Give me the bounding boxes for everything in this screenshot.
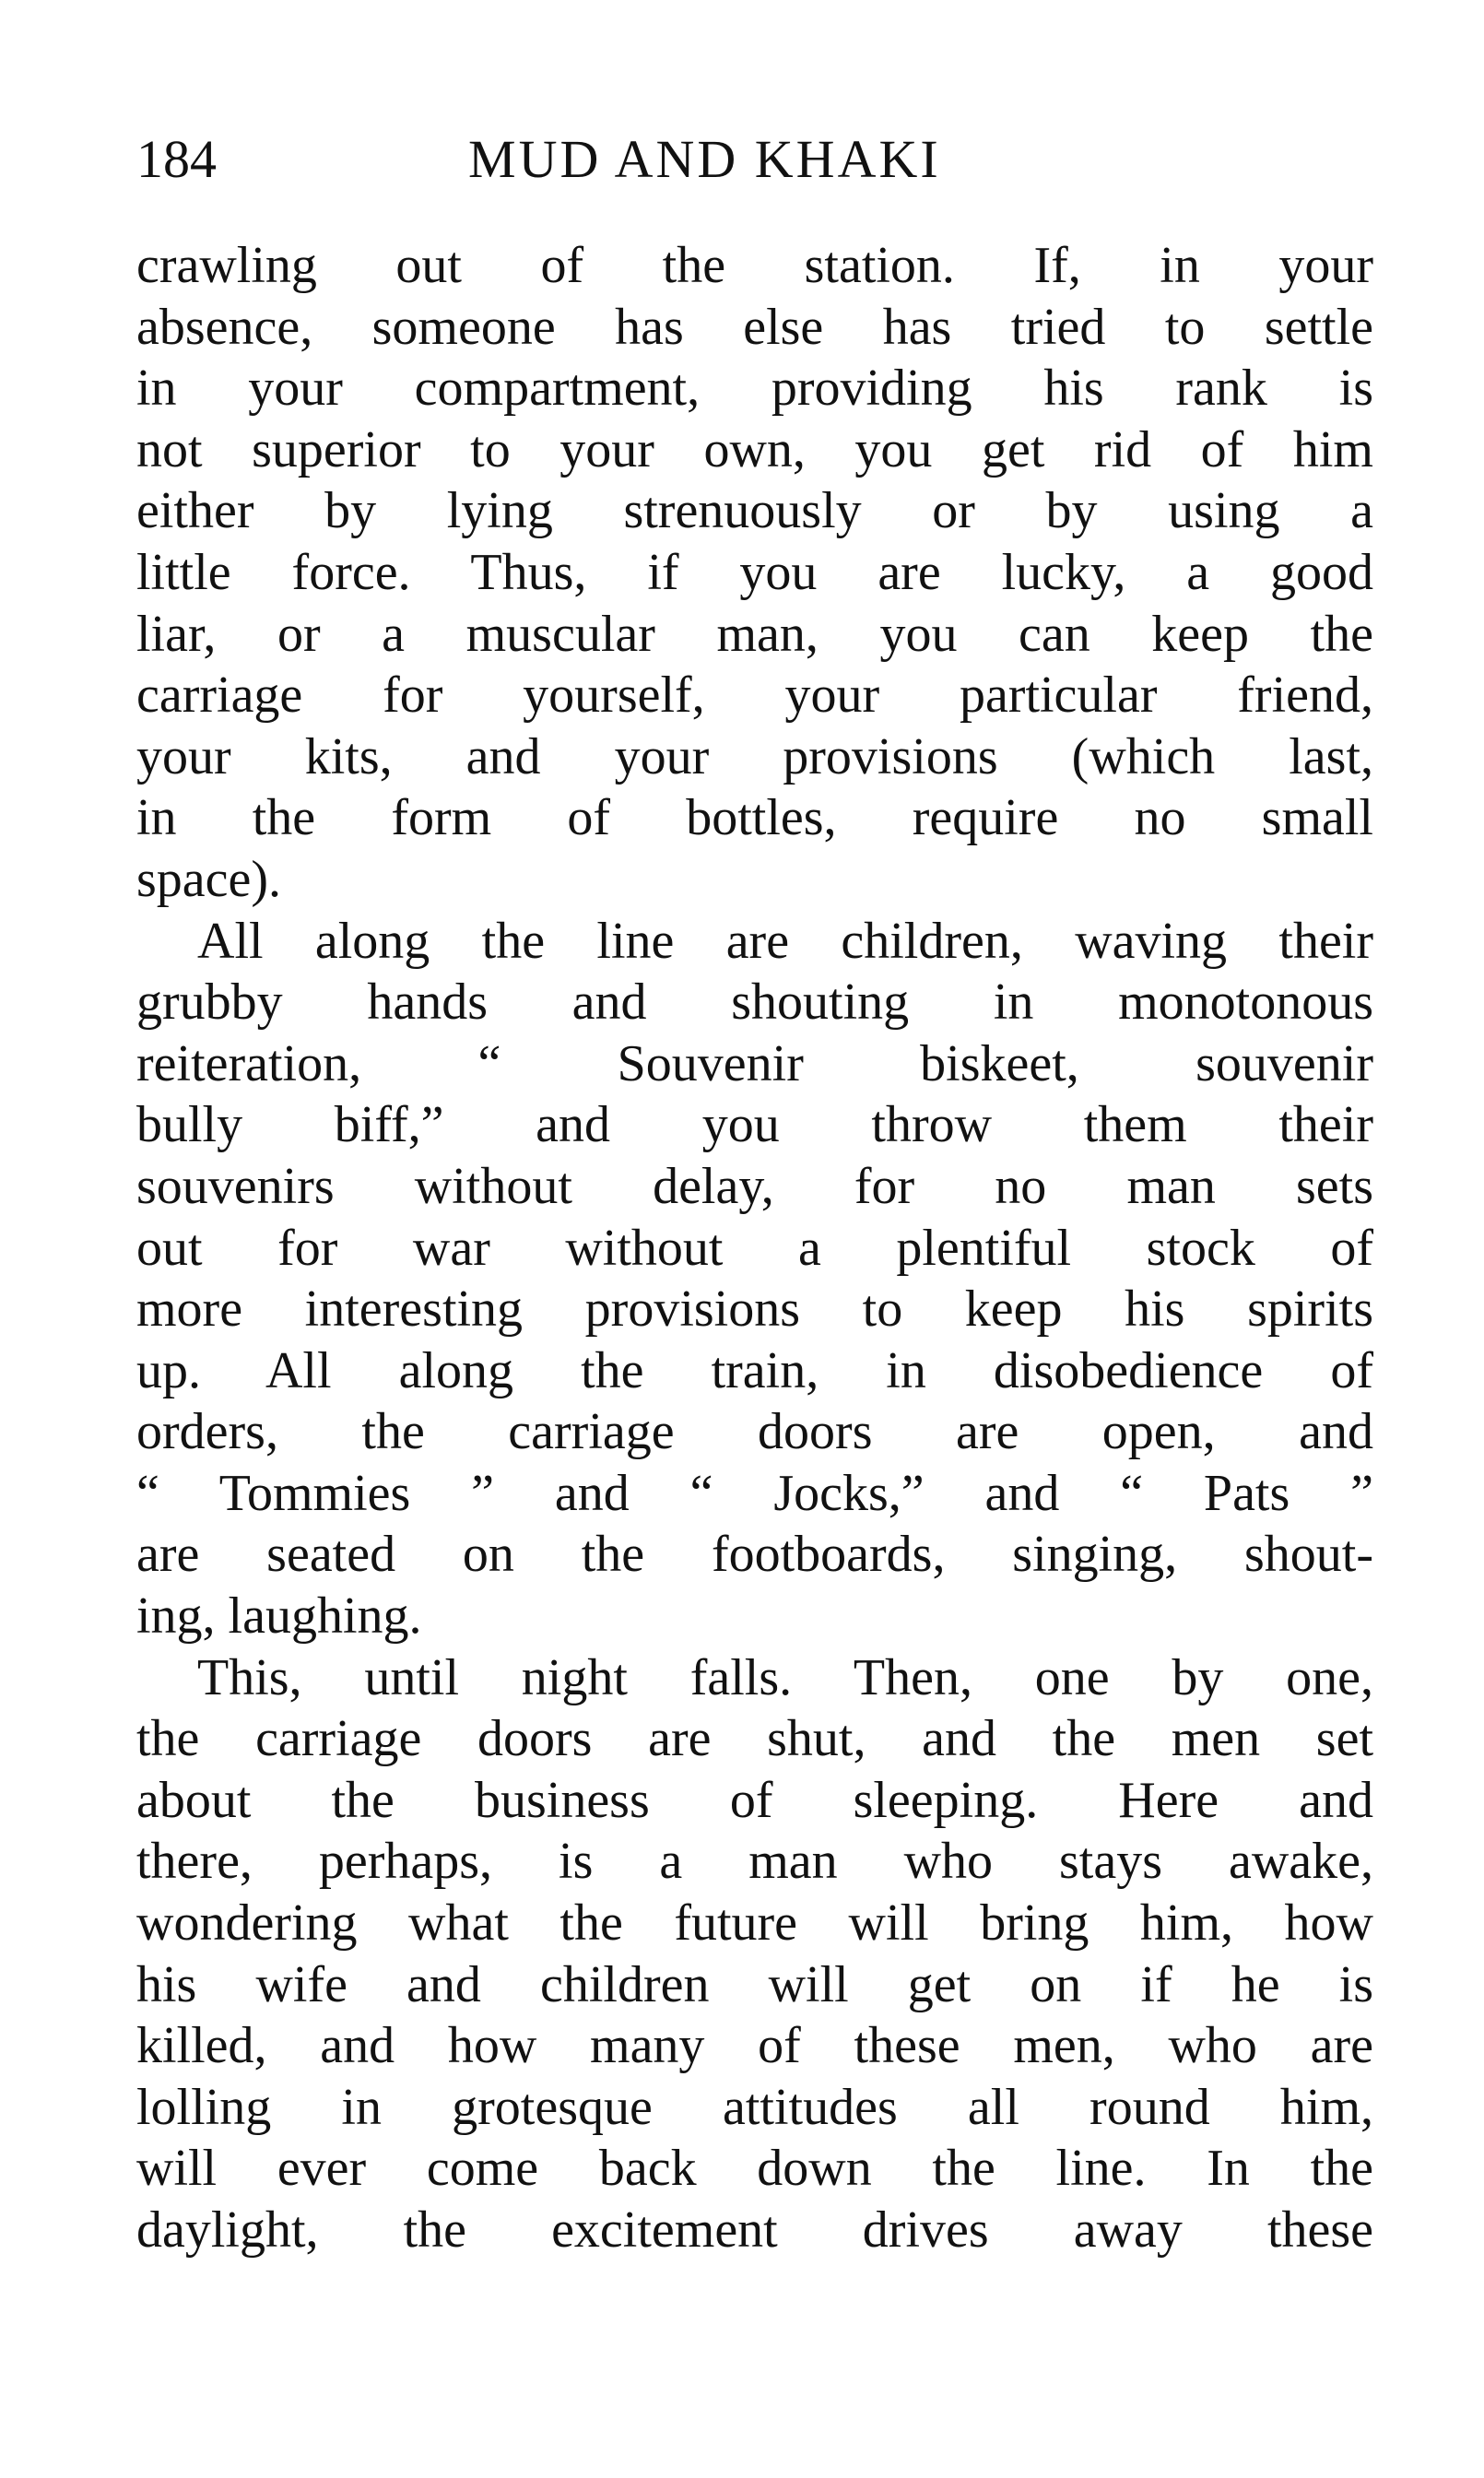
text-line: bully biff,” and you throw them their [136, 1096, 1373, 1154]
text-line: This, until night falls. Then, one by one, [197, 1648, 1373, 1706]
text-line: little force. Thus, if you are lucky, a good [136, 543, 1373, 601]
text-line: lolling in grotesque attitudes all round him, [136, 2078, 1373, 2136]
text-line: the carriage doors are shut, and the men set [136, 1710, 1373, 1768]
text-line: killed, and how many of these men, who are [136, 2017, 1373, 2075]
text-line: daylight, the excitement drives away these [136, 2201, 1373, 2259]
text-line: out for war without a plentiful stock of [136, 1219, 1373, 1277]
text-line: his wife and children will get on if he is [136, 1955, 1373, 2013]
text-line: not superior to your own, you get rid of him [136, 420, 1373, 478]
text-line: there, perhaps, is a man who stays awake, [136, 1833, 1373, 1891]
text-line: either by lying strenuously or by using a [136, 482, 1373, 540]
page-header [136, 127, 1373, 192]
text-line: space). [136, 850, 282, 908]
text-line: “ Tommies ” and “ Jocks,” and “ Pats ” [136, 1464, 1373, 1522]
text-line: more interesting provisions to keep his spirits [136, 1280, 1373, 1339]
text-line: ing, laughing. [136, 1587, 422, 1646]
text-line: grubby hands and shouting in monotonous [136, 974, 1373, 1032]
body-text [136, 235, 1373, 2261]
text-line: wondering what the future will bring him, how [136, 1894, 1373, 1953]
running-title: MUD AND KHAKI [468, 129, 941, 189]
text-line: carriage for yourself, your particular friend, [136, 667, 1373, 725]
text-line: will ever come back down the line. In the [136, 2140, 1373, 2198]
text-line: liar, or a muscular man, you can keep the [136, 605, 1373, 663]
text-line: absence, someone has else has tried to settle [136, 298, 1373, 356]
text-line: up. All along the train, in disobedience of [136, 1341, 1373, 1399]
text-line: crawling out of the station. If, in your [136, 237, 1373, 294]
text-line: are seated on the footboards, singing, shout- [136, 1526, 1373, 1584]
text-line: your kits, and your provisions (which last, [136, 727, 1373, 785]
text-line: in the form of bottles, require no small [136, 789, 1373, 847]
text-line: orders, the carriage doors are open, and [136, 1403, 1373, 1461]
text-line: souvenirs without delay, for no man sets [136, 1157, 1373, 1215]
text-line: All along the line are children, waving their [197, 912, 1373, 970]
text-line: in your compartment, providing his rank is [136, 360, 1373, 418]
text-line: reiteration, “ Souvenir biskeet, souvenir [136, 1034, 1373, 1092]
page-number: 184 [136, 129, 217, 189]
text-line: about the business of sleeping. Here and [136, 1771, 1373, 1829]
